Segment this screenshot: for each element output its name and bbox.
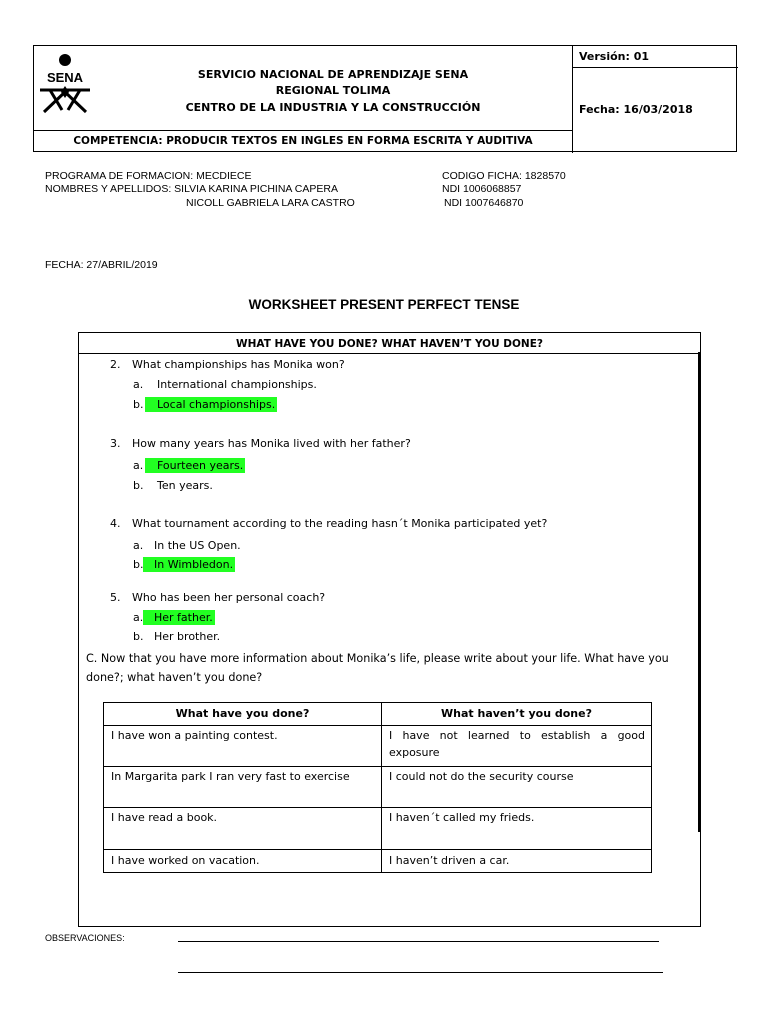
- option-b-highlighted: In Wimbledon.: [143, 557, 235, 572]
- question-text: What tournament according to the reading hasn´t Monika participated yet?: [132, 517, 548, 530]
- svg-text:SENA: SENA: [46, 70, 84, 85]
- institution-name: SERVICIO NACIONAL DE APRENDIZAJE SENA: [197, 68, 469, 81]
- option-letter: a.: [133, 459, 144, 472]
- ndi-1: NDI 1006068857: [442, 183, 522, 195]
- option-b: Her brother.: [154, 630, 221, 643]
- part-c-line2: done?; what haven’t you done?: [86, 671, 263, 684]
- programa-line: PROGRAMA DE FORMACION: MECDIECE: [45, 170, 252, 182]
- header-block: [33, 45, 737, 152]
- observaciones-line-1: [178, 941, 659, 942]
- part-c-line1: C. Now that you have more information about Monika’s life, please write about your life. What have you: [86, 652, 669, 665]
- table-cell: I have won a painting contest.: [111, 729, 278, 742]
- option-a: In the US Open.: [154, 539, 241, 552]
- table-cell: In Margarita park I ran very fast to exercise: [111, 770, 350, 783]
- box-heading: WHAT HAVE YOU DONE? WHAT HAVEN’T YOU DONE?: [79, 333, 700, 354]
- option-letter: a.: [133, 539, 144, 552]
- option-letter: a.: [133, 611, 144, 624]
- competencia-text: COMPETENCIA: PRODUCIR TEXTOS EN INGLES EN FORMA ESCRITA Y AUDITIVA: [73, 135, 533, 147]
- table-cell: I could not do the security course: [389, 770, 574, 783]
- option-letter: b.: [133, 630, 144, 643]
- question-text: Who has been her personal coach?: [132, 591, 326, 604]
- center-name: CENTRO DE LA INDUSTRIA Y LA CONSTRUCCIÓN: [185, 101, 481, 114]
- table-cell: I have not learned to establish a good exposure: [389, 729, 645, 759]
- observaciones-line-2: [178, 972, 663, 973]
- option-letter: b.: [133, 558, 144, 571]
- sena-logo: [36, 52, 94, 114]
- worksheet-title: WORKSHEET PRESENT PERFECT TENSE: [248, 297, 520, 312]
- header-date: Fecha: 16/03/2018: [579, 103, 693, 116]
- nombres-line: NOMBRES Y APELLIDOS: SILVIA KARINA PICHINA CAPERA: [45, 183, 338, 195]
- question-number: 3.: [110, 437, 121, 450]
- question-number: 4.: [110, 517, 121, 530]
- nombre2-line: NICOLL GABRIELA LARA CASTRO: [186, 197, 355, 209]
- option-letter: b.: [133, 398, 144, 411]
- question-text: What championships has Monika won?: [132, 358, 345, 371]
- box-right-border: [698, 352, 701, 832]
- question-number: 5.: [110, 591, 121, 604]
- option-a-highlighted: Fourteen years.: [145, 458, 245, 473]
- done-table: [103, 702, 652, 873]
- table-cell: I haven´t called my frieds.: [389, 811, 535, 824]
- table-cell: I have worked on vacation.: [111, 854, 260, 867]
- table-cell: I have read a book.: [111, 811, 218, 824]
- option-letter: b.: [133, 479, 144, 492]
- codigo-ficha: CODIGO FICHA: 1828570: [442, 170, 566, 182]
- sena-logo-icon: [36, 52, 94, 114]
- observaciones-label: OBSERVACIONES:: [45, 933, 125, 943]
- option-letter: a.: [133, 378, 144, 391]
- table-header-done: What have you done?: [175, 707, 310, 720]
- question-number: 2.: [110, 358, 121, 371]
- ndi-2: NDI 1007646870: [444, 197, 524, 209]
- option-a-highlighted: Her father.: [143, 610, 215, 625]
- question-text: How many years has Monika lived with her father?: [132, 437, 411, 450]
- option-a: International championships.: [157, 378, 317, 391]
- table-header-not-done: What haven’t you done?: [441, 707, 592, 720]
- fecha-line: FECHA: 27/ABRIL/2019: [45, 259, 158, 271]
- option-b-highlighted: Local championships.: [145, 397, 277, 412]
- table-cell: I haven’t driven a car.: [389, 854, 510, 867]
- option-b: Ten years.: [157, 479, 213, 492]
- regional-name: REGIONAL TOLIMA: [275, 84, 391, 97]
- version-label: Versión: 01: [579, 50, 650, 63]
